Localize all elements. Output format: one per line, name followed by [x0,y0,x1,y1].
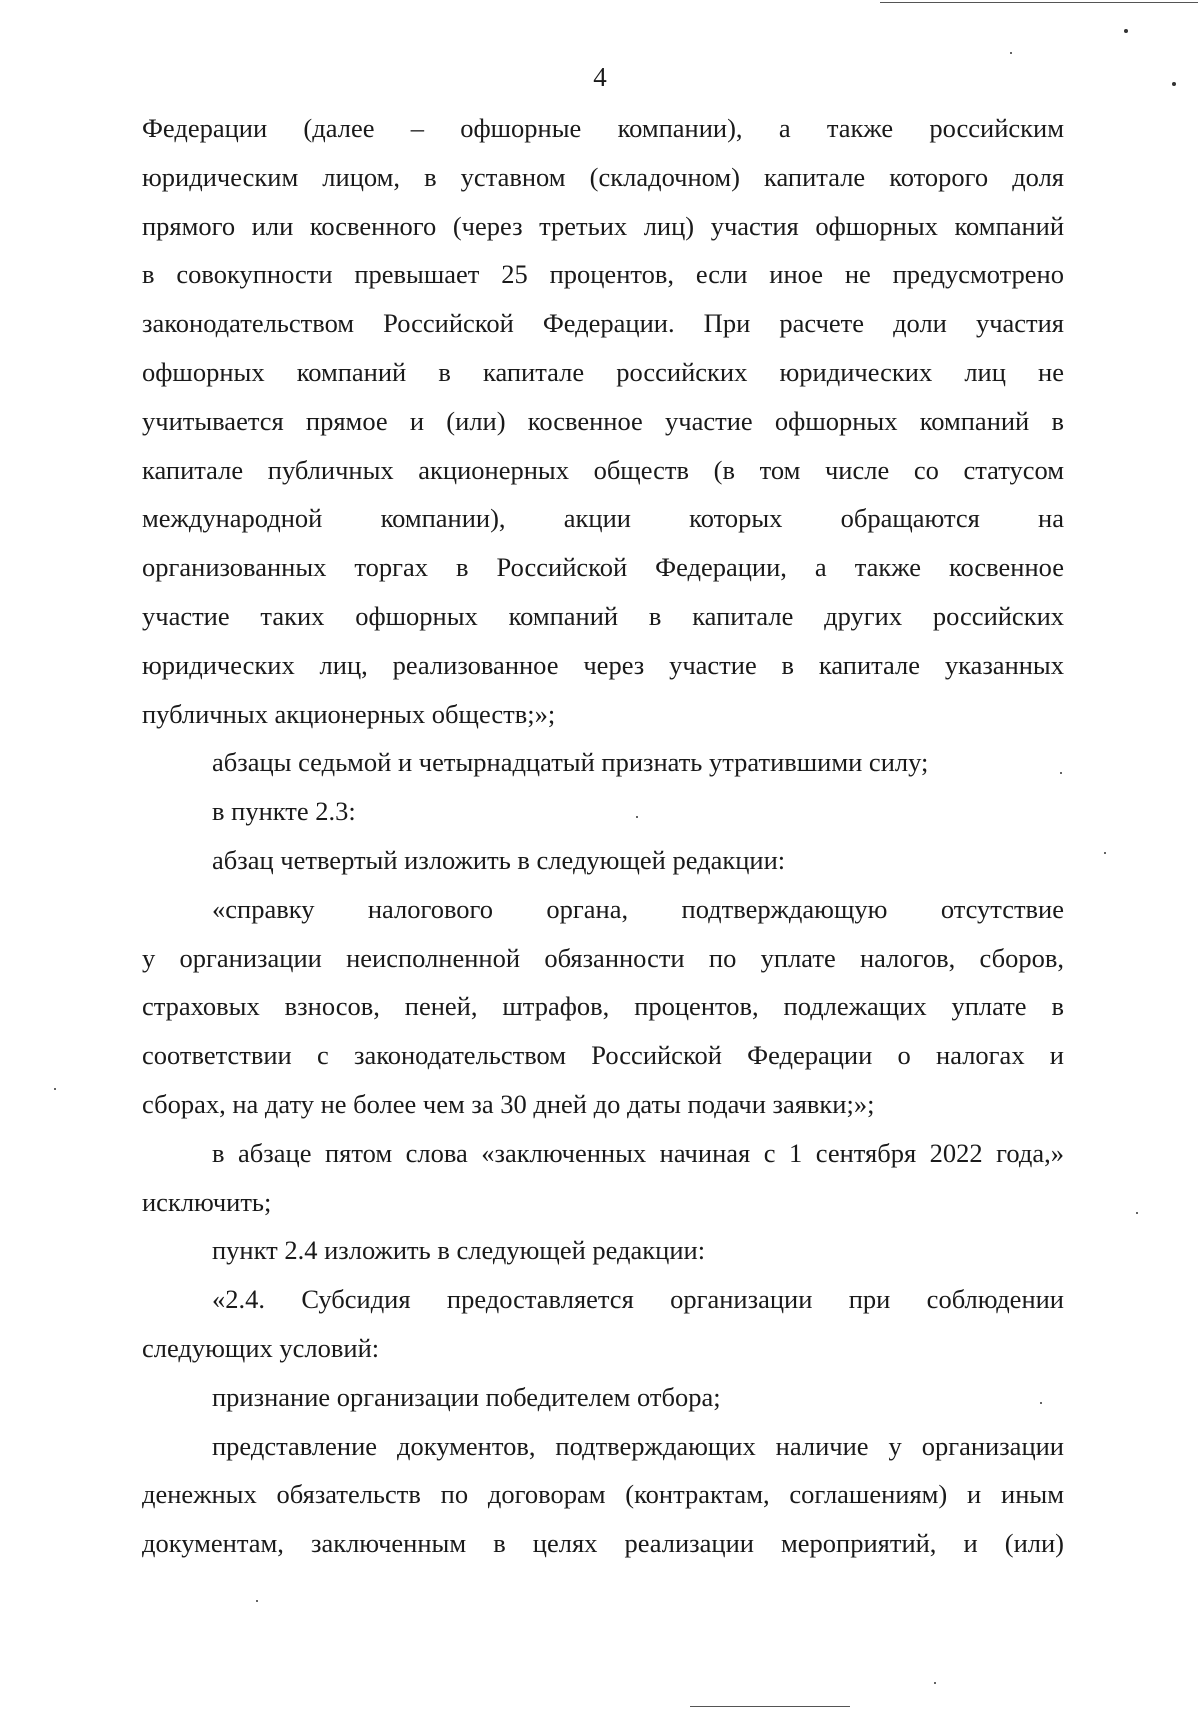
scan-artifact-dot [1172,82,1176,86]
scan-artifact-dot [1040,1402,1042,1404]
text-line: у организации неисполненной обязанности по уплате налогов, сборов, [142,942,1064,973]
text-line: соответствии с законодательством Российской Федерации о налогах и [142,1040,1064,1071]
text-line: участие таких офшорных компаний в капитале других российских [142,600,1064,631]
paragraph-line: абзацы седьмой и четырнадцатый признать утратившими силу; [212,747,929,778]
scan-artifact-dot [54,1088,56,1090]
paragraph-line: в абзаце пятом слова «заключенных начиная с 1 сентября 2022 года,» [212,1137,1064,1168]
text-line: международной компании), акции которых обращаются на [142,503,1064,534]
text-line: юридическим лицом, в уставном (складочном) капитале которого доля [142,161,1064,192]
paragraph-line: в пункте 2.3: [212,796,356,827]
text-line: Федерации (далее – офшорные компании), а также российским [142,113,1064,143]
text-line: в совокупности превышает 25 процентов, если иное не предусмотрено [142,259,1064,290]
scan-artifact-line [690,1706,850,1707]
text-line: денежных обязательств по договорам (контрактам, соглашениям) и иным [142,1479,1064,1510]
scan-artifact-dot [1060,772,1062,774]
text-line: сборах, на дату не более чем за 30 дней до даты подачи заявки;»; [142,1088,875,1119]
text-line: публичных акционерных обществ;»; [142,698,556,729]
text-line: прямого или косвенного (через третьих лиц) участия офшорных компаний [142,210,1064,241]
paragraph-line: «справку налогового органа, подтверждающую отсутствие [212,893,1064,924]
scan-artifact-dot [1104,852,1106,854]
paragraph-line: признание организации победителем отбора; [212,1381,721,1412]
scan-artifact-dot [256,1600,258,1602]
text-line: капитале публичных акционерных обществ (в том числе со статусом [142,454,1064,485]
scan-artifact-dot [1010,52,1012,54]
paragraph-line: абзац четвертый изложить в следующей редакции: [212,844,786,875]
paragraph-line: «2.4. Субсидия предоставляется организации при соблюдении [212,1284,1064,1315]
document-body [142,104,1064,1568]
text-line: учитывается прямое и (или) косвенное участие офшорных компаний в [142,405,1064,436]
scan-artifact-dot [1136,1212,1138,1214]
text-line: следующих условий: [142,1332,380,1363]
scan-artifact-dot [636,816,638,818]
text-line: страховых взносов, пеней, штрафов, процентов, подлежащих уплате в [142,991,1064,1022]
page-number: 4 [593,62,607,92]
text-line: организованных торгах в Российской Федерации, а также косвенное [142,552,1064,583]
text-line: документам, заключенным в целях реализации мероприятий, и (или) [142,1528,1064,1559]
paragraph-line: пункт 2.4 изложить в следующей редакции: [212,1235,706,1266]
scan-artifact-dot [1124,29,1128,33]
paragraph-line: представление документов, подтверждающих наличие у организации [212,1430,1064,1461]
scan-artifact-line [880,2,1198,3]
text-line: юридических лиц, реализованное через участие в капитале указанных [142,649,1064,680]
scan-artifact-dot [934,1682,936,1684]
text-line: офшорных компаний в капитале российских юридических лиц не [142,356,1064,387]
text-line: законодательством Российской Федерации. При расчете доли участия [142,308,1064,339]
text-line: исключить; [142,1186,272,1217]
